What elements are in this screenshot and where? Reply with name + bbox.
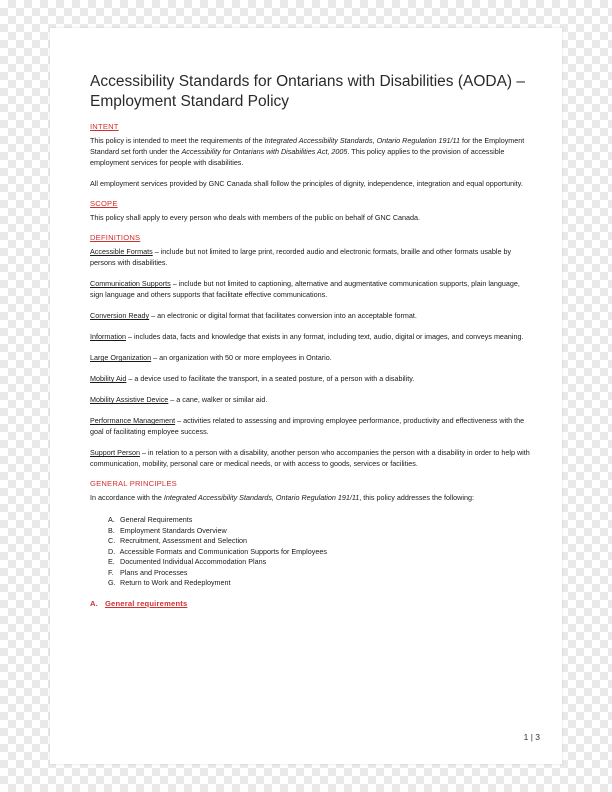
- definition-text: – in relation to a person with a disability, another person who accompanies the person with a disability in order to help with communication, mobility, personal care or medical needs, or with access to goods, services or facilities.: [90, 448, 530, 468]
- definition-text: – a cane, walker or similar aid.: [168, 395, 268, 404]
- list-item-letter: E.: [108, 557, 115, 566]
- principles-regulation-ref: Integrated Accessibility Standards, Ontario Regulation 191/11: [163, 493, 360, 502]
- principles-list: [108, 515, 534, 589]
- definition-text: – include but not limited to captioning, alternative and augmentative communication supports, plain language, sign language and others supports that facilitate effective communications.: [90, 279, 520, 299]
- definition-term: Communication Supports: [90, 279, 171, 288]
- definition-item: [90, 278, 534, 300]
- list-item-letter: F.: [108, 567, 114, 577]
- definition-item: [90, 415, 534, 437]
- list-item: [108, 557, 534, 568]
- section-a-letter: A.: [90, 598, 98, 608]
- definition-term: Support Person: [90, 448, 140, 457]
- list-item-letter: G.: [108, 578, 116, 587]
- list-item: [108, 536, 534, 547]
- list-item-letter: B.: [108, 525, 115, 535]
- definition-term: Performance Management: [90, 416, 176, 425]
- list-item: [108, 578, 534, 589]
- principles-intro-a: In accordance with the: [90, 493, 164, 502]
- definition-text: – an electronic or digital format that facilitates conversion into an acceptable format.: [149, 311, 417, 320]
- list-item-text: Employment Standards Overview: [120, 525, 227, 535]
- definition-term: Conversion Ready: [90, 311, 150, 320]
- intent-heading: INTENT: [90, 122, 119, 131]
- list-item: [108, 515, 534, 526]
- scope-paragraph: This policy shall apply to every person who deals with members of the public on behalf of GNC Canada.: [90, 213, 420, 222]
- principles-intro-b: , this policy addresses the following:: [359, 493, 474, 502]
- intent-act-ref: Accessibility for Ontarians with Disabilities Act, 2005: [181, 147, 348, 156]
- definition-item: [90, 246, 534, 268]
- intent-text-c: . This policy applies to the provision of accessible employment services for people with disabilities.: [90, 147, 505, 167]
- list-item-text: General Requirements: [120, 515, 193, 524]
- list-item-letter: A.: [108, 515, 115, 524]
- intent-paragraph-2: All employment services provided by GNC Canada shall follow the principles of dignity, independence, integration and equal opportunity.: [90, 179, 523, 188]
- list-item: [108, 568, 534, 579]
- definition-item: [90, 331, 534, 342]
- definition-text: – include but not limited to large print, recorded audio and electronic formats, braille and other formats usable by persons with disabilities.: [90, 247, 512, 267]
- list-item: [108, 547, 534, 558]
- list-item-text: Accessible Formats and Communication Supports for Employees: [119, 546, 327, 556]
- section-a-heading: [90, 599, 534, 608]
- definition-item: [90, 352, 534, 363]
- list-item-letter: C.: [108, 536, 116, 545]
- list-item: [108, 526, 534, 537]
- list-item-text: Plans and Processes: [120, 567, 188, 577]
- definition-text: – includes data, facts and knowledge that exists in any format, including text, audio, digital or images, and conveys meaning.: [125, 332, 524, 341]
- definition-item: [90, 394, 534, 405]
- document-title: Accessibility Standards for Ontarians with Disabilities (AODA) – Employment Standard Policy: [90, 73, 526, 110]
- definition-term: Mobility Assistive Device: [90, 395, 169, 404]
- definition-term: Accessible Formats: [90, 247, 153, 256]
- intent-regulation-ref: Integrated Accessibility Standards, Ontario Regulation 191/11: [264, 136, 460, 145]
- intent-paragraph-1: [90, 135, 534, 168]
- definition-text: – activities related to assessing and improving employee performance, productivity and effectiveness with the goal of facilitating employee success.: [90, 416, 525, 436]
- list-item-text: Return to Work and Redeployment: [120, 578, 231, 587]
- definition-term: Information: [90, 332, 126, 341]
- definition-term: Large Organization: [90, 353, 152, 362]
- definition-item: [90, 447, 534, 469]
- definition-text: – a device used to facilitate the transport, in a seated posture, of a person with a disability.: [126, 374, 415, 383]
- definition-item: [90, 310, 534, 321]
- list-item-text: Recruitment, Assessment and Selection: [120, 536, 248, 545]
- section-a-title: General requirements: [104, 598, 188, 608]
- list-item-text: Documented Individual Accommodation Plans: [120, 557, 267, 566]
- list-item-letter: D.: [108, 546, 116, 556]
- general-principles-intro: [90, 492, 534, 503]
- general-principles-heading: GENERAL PRINCIPLES: [90, 479, 177, 488]
- definition-item: [90, 373, 534, 384]
- intent-text-b: for the Employment Standard set forth under the: [90, 136, 525, 156]
- page-number: 1 | 3: [523, 732, 540, 742]
- definitions-heading: DEFINITIONS: [90, 233, 141, 242]
- intent-text-a: This policy is intended to meet the requirements of the: [90, 136, 265, 145]
- document-page: [50, 28, 562, 764]
- definition-text: – an organization with 50 or more employees in Ontario.: [151, 353, 332, 362]
- scope-heading: SCOPE: [90, 199, 118, 208]
- definition-term: Mobility Aid: [90, 374, 127, 383]
- document-content: [90, 72, 534, 612]
